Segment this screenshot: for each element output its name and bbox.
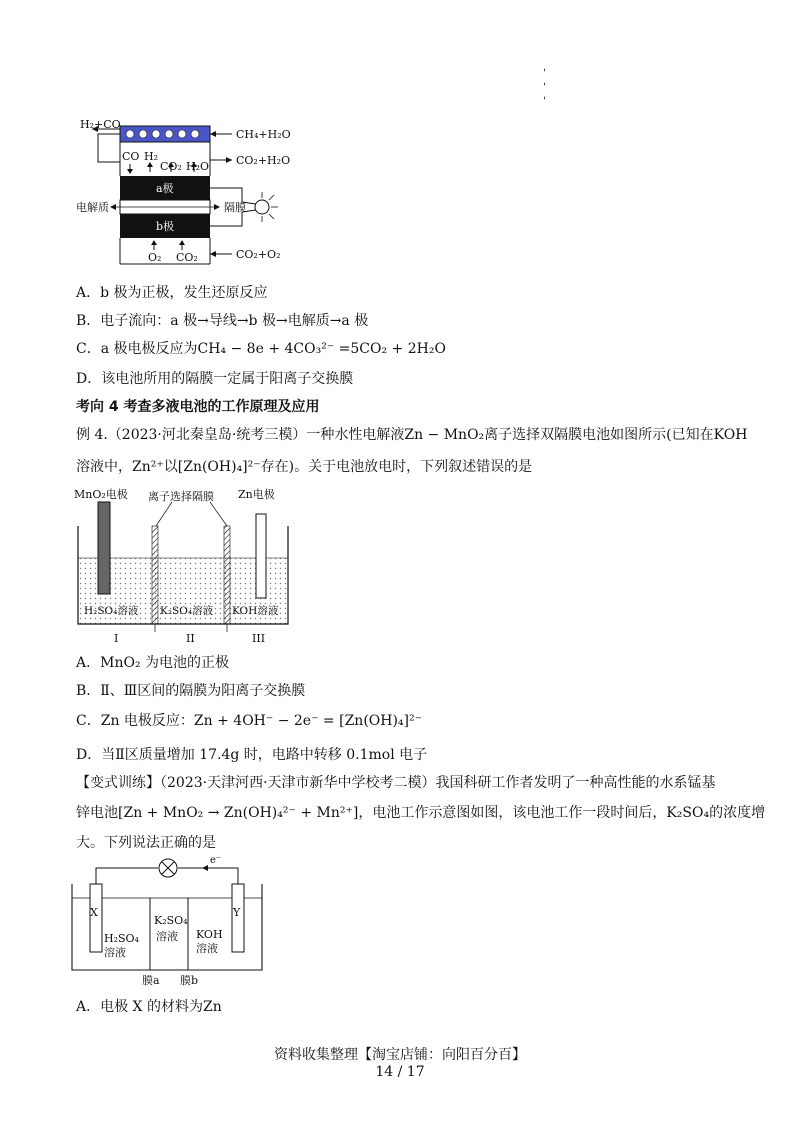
option-c-formula: Zn + 4OH⁻ − 2e⁻ = [Zn(OH)₄]²⁻ <box>193 713 423 729</box>
example-4-line2 <box>76 456 532 476</box>
svg-text:CH₄+H₂O: CH₄+H₂O <box>236 128 291 141</box>
svg-text:离子选择隔膜: 离子选择隔膜 <box>148 490 214 503</box>
svg-text:H₂SO₄: H₂SO₄ <box>104 932 139 945</box>
variant-text: 锌电池[ <box>76 805 124 821</box>
option-c <box>76 710 422 730</box>
svg-text:O₂: O₂ <box>148 251 162 264</box>
example-text: 例 4.（2023·河北秦皇岛·统考三模）一种水性电解液 <box>76 427 405 443</box>
svg-text:H₂SO₄溶液: H₂SO₄溶液 <box>84 605 139 617</box>
option-c <box>76 338 446 358</box>
section-heading: 考向 4 考查多液电池的工作原理及应用 <box>76 399 320 415</box>
svg-text:b极: b极 <box>156 220 175 233</box>
svg-text:CO₂: CO₂ <box>176 251 198 264</box>
svg-text:隔膜: 隔膜 <box>224 201 246 214</box>
example-4-line1 <box>76 424 747 444</box>
option-b: B．Ⅱ、Ⅲ区间的隔膜为阳离子交换膜 <box>76 683 306 699</box>
example-text: 存在)。关于电池放电时，下列叙述错误的是 <box>260 459 533 475</box>
page-number: 14 / 17 <box>375 1064 425 1080</box>
footer-source: 资料收集整理【淘宝店铺：向阳百分百】 <box>274 1047 526 1063</box>
svg-text:II: II <box>186 632 195 645</box>
option-c-text: C．Zn 电极反应： <box>76 713 194 729</box>
battery-reaction: Zn + MnO₂ → Zn(OH)₄²⁻ + Mn²⁺ <box>123 805 353 821</box>
corner-mark: ' <box>543 82 546 93</box>
svg-text:Zn电极: Zn电极 <box>238 488 275 501</box>
example-text: 溶液中， <box>76 459 132 475</box>
zn-complex: [Zn(OH)₄]²⁻ <box>177 459 261 475</box>
svg-text:膜b: 膜b <box>180 974 199 986</box>
variant-line2 <box>76 802 765 822</box>
svg-text:溶液: 溶液 <box>156 930 178 943</box>
svg-text:a极: a极 <box>156 182 174 195</box>
svg-text:K₂SO₄溶液: K₂SO₄溶液 <box>160 605 214 617</box>
svg-text:溶液: 溶液 <box>104 946 126 959</box>
option-d: D．该电池所用的隔膜一定属于阳离子交换膜 <box>76 371 354 387</box>
svg-text:电解质: 电解质 <box>76 201 109 214</box>
svg-text:KOH溶液: KOH溶液 <box>232 605 279 617</box>
option-b: B．电子流向：a 极→导线→b 极→电解质→a 极 <box>76 313 369 329</box>
option-c-text: C．a 极电极反应为 <box>76 341 198 357</box>
svg-text:膜a: 膜a <box>142 974 160 986</box>
example-text: 离子选择双隔膜电池如图所示(已知在KOH <box>484 427 748 443</box>
svg-text:H₂+CO: H₂+CO <box>80 118 121 131</box>
zn-ion: Zn²⁺ <box>132 459 164 475</box>
option-a: A．电极 X 的材料为Zn <box>76 999 222 1015</box>
corner-mark: ' <box>543 96 546 107</box>
option-a: A．b 极为正极，发生还原反应 <box>76 285 268 301</box>
svg-text:H₂: H₂ <box>144 150 159 163</box>
variant-text: 的浓度增 <box>709 805 766 821</box>
option-c-formula: CH₄ − 8e + 4CO₃²⁻ =5CO₂ + 2H₂O <box>197 341 446 357</box>
variant-line1: 【变式训练】（2023·天津河西·天津市新华中学校考二模）我国科研工作者发明了一种高性能的水系锰基 <box>76 775 716 791</box>
svg-text:e⁻: e⁻ <box>210 855 222 866</box>
svg-text:CO₂+H₂O: CO₂+H₂O <box>236 154 291 167</box>
example-text: 以 <box>163 459 178 475</box>
k2so4-formula: K₂SO₄ <box>666 805 710 821</box>
zn-mno2-formula: Zn − MnO₂ <box>404 427 485 443</box>
svg-text:CO₂+O₂: CO₂+O₂ <box>236 248 281 261</box>
svg-text:KOH: KOH <box>196 928 223 941</box>
variant-text: ]，电池工作示意图如图，该电池工作一段时间后， <box>352 805 667 821</box>
svg-text:Y: Y <box>233 906 241 919</box>
svg-text:溶液: 溶液 <box>196 942 218 955</box>
zinc-manganese-battery-diagram <box>68 854 278 986</box>
svg-text:MnO₂电极: MnO₂电极 <box>74 488 128 501</box>
svg-text:I: I <box>114 632 119 645</box>
option-a: A．MnO₂ 为电池的正极 <box>76 655 230 671</box>
svg-text:K₂SO₄: K₂SO₄ <box>154 914 188 927</box>
svg-text:CO₂: CO₂ <box>160 160 182 173</box>
fuel-cell-diagram <box>72 112 312 272</box>
svg-text:CO: CO <box>122 150 140 163</box>
option-d: D．当Ⅱ区质量增加 17.4g 时，电路中转移 0.1mol 电子 <box>76 747 428 763</box>
svg-text:III: III <box>252 632 266 645</box>
svg-text:X: X <box>90 906 98 919</box>
double-membrane-cell-diagram <box>68 486 308 648</box>
variant-line3: 大。下列说法正确的是 <box>76 835 216 851</box>
svg-text:H₂O: H₂O <box>186 160 210 173</box>
corner-mark: ' <box>543 68 546 79</box>
